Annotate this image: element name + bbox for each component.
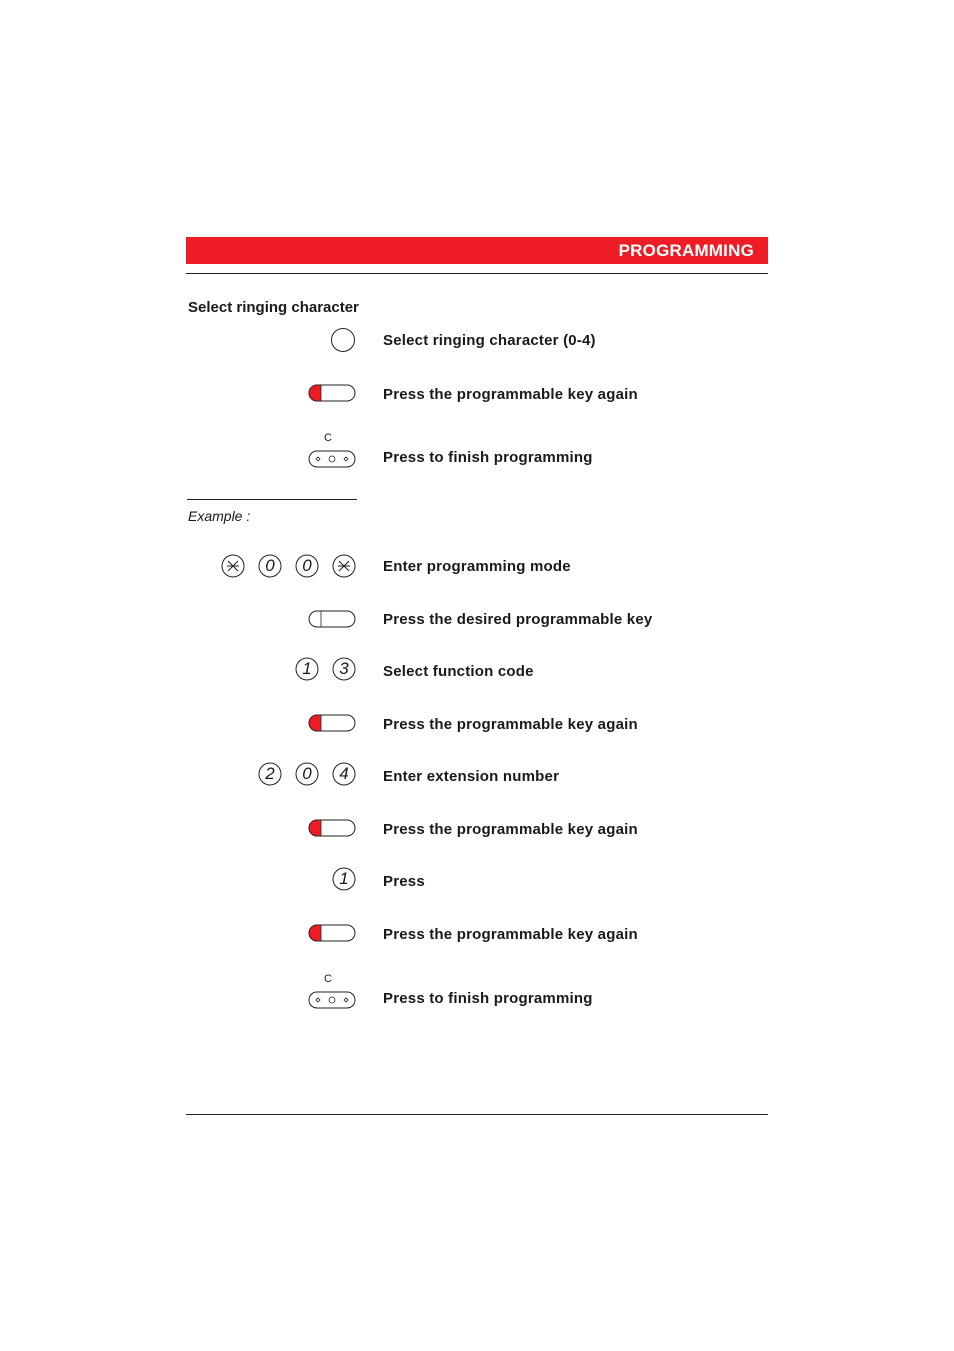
step-press-key-again: Press the programmable key again: [383, 386, 638, 403]
digit-key-icon: [295, 657, 319, 681]
programmable-key-icon: [308, 819, 356, 837]
example-step-key-again-1: Press the programmable key again: [383, 716, 638, 733]
example-step-finish: Press to finish programming: [383, 990, 593, 1007]
digit-key-icon: [258, 554, 282, 578]
step-select-ringing: Select ringing character (0-4): [383, 332, 596, 349]
digit-label: 3: [339, 659, 349, 678]
programmable-key-icon: [308, 610, 356, 628]
programmable-key: [308, 384, 356, 402]
example-key-press: [332, 867, 356, 891]
clear-key-label: C: [324, 432, 332, 444]
example-label: Example :: [188, 508, 251, 524]
digit-key-icon: [295, 762, 319, 786]
clear-key-icon: [308, 991, 356, 1009]
digit-key-icon: [332, 762, 356, 786]
programmable-key: [308, 924, 356, 942]
digit-label: 4: [339, 764, 349, 783]
clear-key: [308, 973, 356, 1009]
programmable-key-icon: [308, 384, 356, 402]
digit-label: 1: [339, 869, 349, 888]
example-step-extension: Enter extension number: [383, 768, 560, 785]
top-divider: [186, 273, 768, 274]
clear-key: [308, 432, 356, 468]
bottom-divider: [186, 1114, 768, 1115]
digit-key-icon: [295, 554, 319, 578]
digit-label: 0: [302, 764, 312, 783]
digit-label: 2: [265, 764, 275, 783]
example-step-key-again-3: Press the programmable key again: [383, 926, 638, 943]
example-step-enter-programming: Enter programming mode: [383, 558, 571, 575]
example-keys-extension: [258, 762, 356, 786]
star-key-icon: [332, 554, 356, 578]
programmable-key: [308, 819, 356, 837]
digit-key-icon: [332, 657, 356, 681]
section-title: Select ringing character: [188, 299, 359, 316]
page-title: PROGRAMMING: [618, 241, 754, 260]
programmable-key: [308, 714, 356, 732]
digit-label: 1: [302, 659, 312, 678]
example-step-key-again-2: Press the programmable key again: [383, 821, 638, 838]
header-bar: [186, 237, 768, 264]
blank-digit-key: [330, 327, 356, 353]
clear-key-label: C: [324, 973, 332, 985]
example-keys-programming-mode: [221, 554, 356, 578]
example-divider: [187, 499, 357, 500]
digit-key-icon: [258, 762, 282, 786]
example-keys-function-code: [295, 657, 356, 681]
example-step-desired-key: Press the desired programmable key: [383, 611, 653, 628]
step-finish-programming: Press to finish programming: [383, 449, 593, 466]
programmable-key-icon: [308, 714, 356, 732]
example-step-function-code: Select function code: [383, 663, 534, 680]
example-step-press: Press: [383, 873, 425, 890]
digit-key-icon: [332, 867, 356, 891]
programmable-key-icon: [308, 924, 356, 942]
digit-label: 0: [302, 556, 312, 575]
desired-programmable-key: [308, 610, 356, 628]
clear-key-icon: [308, 450, 356, 468]
digit-key-icon: [330, 327, 356, 353]
star-key-icon: [221, 554, 245, 578]
digit-label: 0: [265, 556, 275, 575]
